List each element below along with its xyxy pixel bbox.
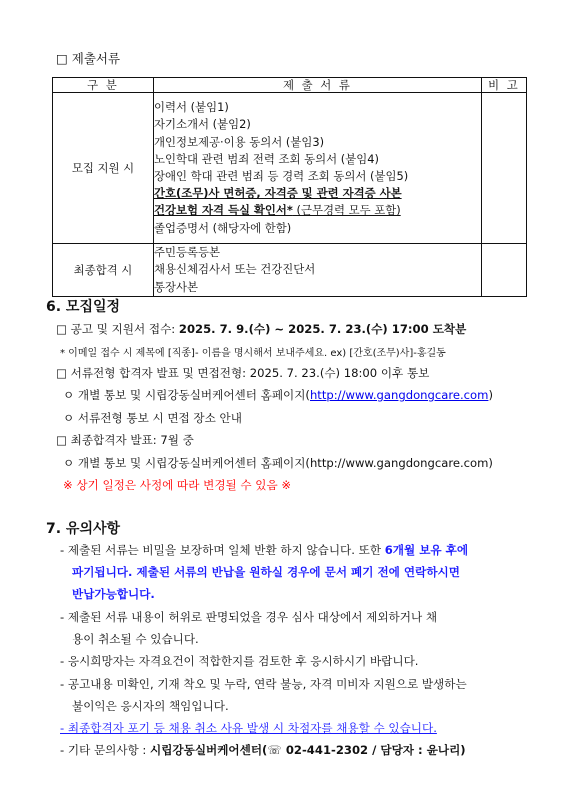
header-documents: 제 출 서 류	[154, 78, 482, 93]
note-line: - 공고내용 미확인, 기재 착오 및 누락, 연락 불능, 자격 미비자 지원으로 발생하는	[60, 677, 467, 691]
notice-line	[63, 387, 493, 403]
table-header-row	[53, 78, 527, 93]
notice-suffix: )	[488, 388, 493, 402]
doc-item-bold: 건강보험 자격 득실 확인서*	[154, 203, 293, 218]
doc-item: 통장사본	[154, 279, 199, 294]
category-cell: 최종합격 시	[53, 244, 154, 297]
intake-label: □ 공고 및 지원서 접수:	[56, 322, 179, 336]
submit-docs-table	[52, 77, 527, 297]
category-cell: 모집 지원 시	[53, 93, 154, 244]
schedule-heading: 6. 모집일정	[46, 299, 121, 315]
header-category: 구 분	[53, 78, 154, 93]
note-line: 용이 취소될 수 있습니다.	[72, 632, 199, 646]
remarks-cell	[482, 93, 527, 244]
doc-item-emphasis	[154, 202, 481, 219]
note-line: - 응시희망자는 자격요건이 적합한지를 검토한 후 응시하시기 바랍니다.	[60, 654, 419, 668]
homepage-link[interactable]: http://www.gangdongcare.com	[309, 388, 489, 402]
doc-item: 개인정보제공·이용 동의서 (붙임3)	[154, 134, 325, 149]
doc-item-rest: (근무경력 모두 포함)	[292, 203, 401, 218]
note-line: - 제출된 서류 내용이 허위로 판명되었을 경우 심사 대상에서 제외하거나 채	[60, 610, 438, 624]
notice-line: ㅇ 개별 통보 및 시립강동실버케어센터 홈페이지(http://www.gangdongcare.com)	[63, 456, 493, 470]
intake-value: 2025. 7. 9.(수) ~ 2025. 7. 23.(수) 17:00 도착분	[178, 322, 467, 336]
remarks-cell	[482, 244, 527, 297]
contact-line	[60, 742, 466, 758]
contact-label: - 기타 문의사항 :	[60, 743, 151, 757]
doc-item: 자기소개서 (붙임2)	[154, 117, 251, 132]
submit-docs-heading: □ 제출서류	[56, 51, 121, 66]
documents-cell	[154, 244, 482, 297]
doc-item: 장애인 학대 관련 범죄 등 경력 조회 동의서 (붙임5)	[154, 169, 409, 183]
note-highlight: 6개월 보유 후에	[384, 543, 469, 557]
table-row	[53, 93, 527, 244]
notes-heading: 7. 유의사항	[46, 521, 121, 537]
notice-line: ㅇ 서류전형 통보 시 면접 장소 안내	[63, 411, 242, 425]
doc-result-line: □ 서류전형 합격자 발표 및 면접전형: 2025. 7. 23.(수) 18:00 이후 통보	[56, 366, 430, 380]
contact-value: 시립강동실버케어센터(☏ 02-441-2302 / 담당자 : 윤나리)	[150, 743, 466, 757]
table-row	[53, 244, 527, 297]
note-line-underlined: - 최종합격자 포기 등 채용 취소 사유 발생 시 차점자를 채용할 수 있습니다.	[60, 721, 437, 735]
final-result-line: □ 최종합격자 발표: 7월 중	[56, 433, 194, 447]
doc-item: 노인학대 관련 범죄 전력 조회 동의서 (붙임4)	[154, 151, 379, 166]
doc-item: 채용신체검사서 또는 건강진단서	[154, 262, 316, 277]
header-remarks: 비 고	[482, 78, 527, 93]
note-text: - 제출된 서류는 비밀을 보장하며 일체 반환 하지 않습니다. 또한	[60, 543, 385, 557]
note-line	[60, 542, 468, 558]
note-line: 불이익은 응시자의 책임입니다.	[72, 699, 229, 713]
note-highlight: 반납가능합니다.	[72, 587, 155, 601]
notice-prefix: ㅇ 개별 통보 및 시립강동실버케어센터 홈페이지(	[63, 388, 310, 402]
doc-item-emphasis: 간호(조무)사 면허증, 자격증 및 관련 자격증 사본	[154, 186, 402, 201]
intake-line	[56, 321, 466, 337]
note-highlight: 파기됩니다. 제출된 서류의 반납을 원하실 경우에 문서 폐기 전에 연락하시면	[72, 565, 460, 579]
doc-item: 주민등록등본	[154, 245, 221, 260]
schedule-warning: ※ 상기 일정은 사정에 따라 변경될 수 있음 ※	[63, 478, 292, 492]
email-note: * 이메일 접수 시 제목에 [직종]- 이름을 명시해서 보내주세요. ex) [간호(조무)사]-홍길동	[60, 348, 446, 359]
doc-item: 이력서 (붙임1)	[154, 100, 229, 115]
documents-cell	[154, 93, 482, 244]
doc-item: 졸업증명서 (해당자에 한함)	[154, 220, 292, 235]
